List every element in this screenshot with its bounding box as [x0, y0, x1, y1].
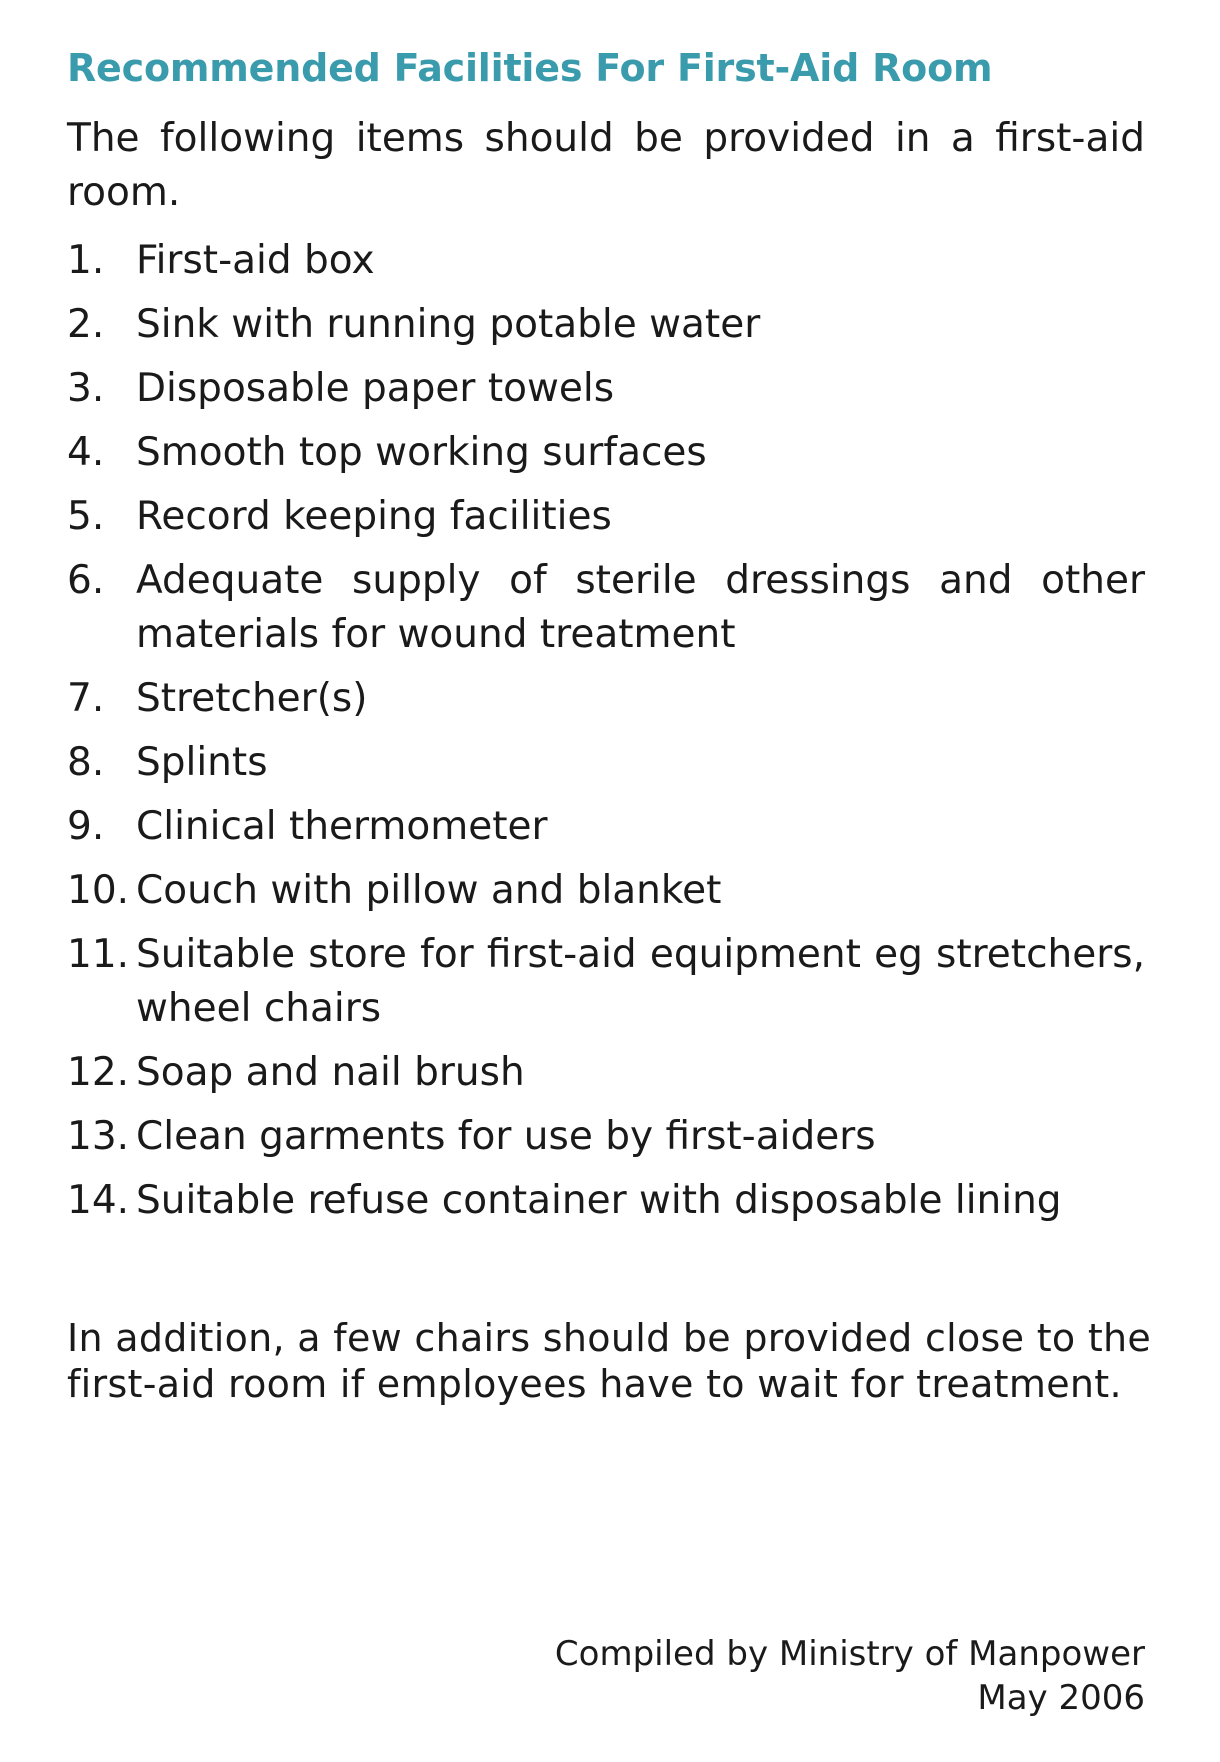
list-item-text: Suitable refuse container with disposable lining: [136, 1178, 1062, 1223]
list-item-text: Splints: [136, 740, 268, 785]
list-item-text: Smooth top working surfaces: [136, 430, 707, 475]
list-item-number: 12.: [67, 1050, 130, 1095]
list-item-text: Record keeping facilities: [136, 494, 612, 539]
list-item: [67, 426, 1145, 480]
list-item: [67, 800, 1145, 854]
list-item-number: 5.: [67, 494, 105, 539]
list-item-number: 1.: [67, 238, 105, 283]
list-item: [67, 554, 1145, 662]
list-item-text: Clean garments for use by first-aiders: [136, 1114, 876, 1159]
intro-paragraph: The following items should be provided in a first-aid room.: [67, 116, 1145, 215]
list-item: [67, 864, 1145, 918]
list-item: [67, 490, 1145, 544]
document-title: Recommended Facilities For First-Aid Room: [67, 46, 993, 90]
list-item: [67, 736, 1145, 790]
list-item-text: Adequate supply of sterile dressings and other materials for wound treatment: [136, 558, 1145, 657]
credit-date: May 2006: [977, 1678, 1145, 1718]
additional-note: In addition, a few chairs should be provided close to the first-aid room if employees have to wait for treatment.: [67, 1316, 1152, 1406]
list-item: [67, 234, 1145, 288]
list-item-number: 9.: [67, 804, 105, 849]
list-item-text: Sink with running potable water: [136, 302, 761, 347]
list-item-number: 4.: [67, 430, 105, 475]
list-item-number: 11.: [67, 932, 130, 977]
list-item-text: Couch with pillow and blanket: [136, 868, 722, 913]
list-item-text: Soap and nail brush: [136, 1050, 525, 1095]
list-item: [67, 1046, 1145, 1100]
list-item-text: Disposable paper towels: [136, 366, 615, 411]
list-item-text: Stretcher(s): [136, 676, 368, 721]
list-item: [67, 1110, 1145, 1164]
credit-block: [555, 1632, 1145, 1720]
list-item-number: 13.: [67, 1114, 130, 1159]
list-item-text: First-aid box: [136, 238, 375, 283]
list-item-text: Clinical thermometer: [136, 804, 548, 849]
list-item-number: 6.: [67, 558, 105, 603]
list-item: [67, 298, 1145, 352]
list-item: [67, 672, 1145, 726]
document-page: [67, 40, 1145, 1238]
list-item: [67, 928, 1145, 1036]
list-item-number: 8.: [67, 740, 105, 785]
list-item-text: Suitable store for first-aid equipment eg stretchers, wheel chairs: [136, 932, 1145, 1031]
list-item: [67, 362, 1145, 416]
list-item-number: 2.: [67, 302, 105, 347]
list-item-number: 3.: [67, 366, 105, 411]
list-item-number: 10.: [67, 868, 130, 913]
list-item-number: 7.: [67, 676, 105, 721]
credit-author: Compiled by Ministry of Manpower: [554, 1634, 1145, 1674]
facilities-list: [67, 234, 1145, 1228]
list-item-number: 14.: [67, 1178, 130, 1223]
list-item: [67, 1174, 1145, 1228]
